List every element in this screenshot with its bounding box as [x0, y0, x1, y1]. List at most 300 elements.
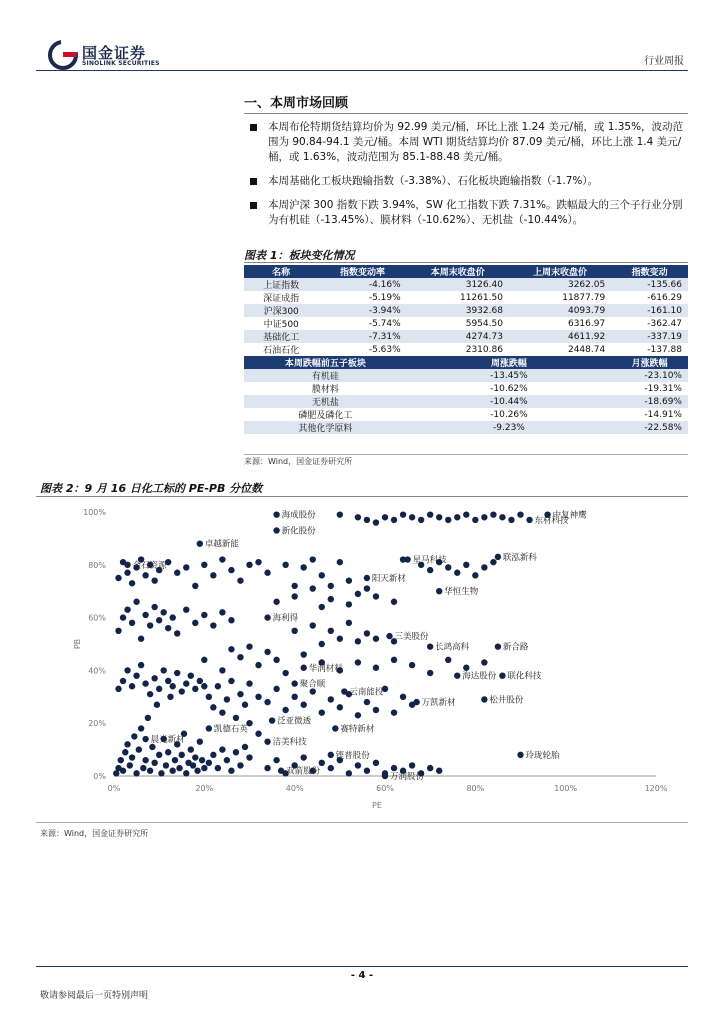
data-point	[192, 686, 198, 692]
data-label: 华润材料	[308, 663, 343, 674]
data-point	[386, 633, 392, 639]
bullet-text: 本周沪深 300 指数下跌 3.94%，SW 化工指数下跌 7.31%。跌幅最大的三个子行业分别为有机硅（-13.45%）、膜材料（-10.62%）、无机盐（-10.44%）。	[268, 199, 683, 226]
data-point	[436, 768, 442, 774]
data-point	[210, 752, 216, 758]
data-point	[124, 667, 130, 673]
data-point	[301, 702, 307, 708]
data-point	[310, 556, 316, 562]
data-point	[445, 657, 451, 663]
x-tick-label: 60%	[376, 784, 394, 793]
table-cell: 无机盐	[244, 395, 407, 408]
column-header: 指数变动	[611, 265, 688, 278]
data-point	[264, 738, 270, 744]
data-point	[201, 683, 207, 689]
data-point	[495, 554, 501, 560]
data-point	[246, 562, 252, 568]
data-point	[373, 593, 379, 599]
data-point	[219, 667, 225, 673]
data-point	[273, 511, 279, 517]
table-cell: -5.19%	[368, 292, 401, 303]
data-point	[382, 773, 388, 779]
data-point	[151, 577, 157, 583]
table-cell: -13.45%	[407, 369, 612, 382]
data-point	[517, 511, 523, 517]
data-point	[120, 678, 126, 684]
table-cell: 2448.74	[567, 344, 606, 355]
data-point	[142, 757, 148, 763]
data-point	[454, 672, 460, 678]
data-point	[156, 686, 162, 692]
table-row	[244, 278, 688, 291]
table-header-row	[244, 265, 688, 278]
data-point	[172, 757, 178, 763]
data-point	[219, 709, 225, 715]
data-point	[170, 768, 176, 774]
column-header: 名称	[244, 265, 318, 278]
data-point	[346, 601, 352, 607]
data-point	[160, 609, 166, 615]
data-point	[255, 694, 261, 700]
data-point	[310, 622, 316, 628]
chart-title: 图表 2：9 月 16 日化工标的 PE-PB 分位数	[40, 482, 263, 495]
data-point	[206, 725, 212, 731]
table-header-row	[244, 356, 688, 369]
table-cell: 4611.92	[509, 330, 611, 343]
table-cell: 6316.97	[567, 318, 606, 329]
data-point	[264, 570, 270, 576]
data-point	[346, 770, 352, 776]
data-point	[301, 651, 307, 657]
data-point	[404, 556, 410, 562]
data-point	[373, 519, 379, 525]
data-point	[337, 704, 343, 710]
data-point	[192, 754, 198, 760]
data-point	[409, 662, 415, 668]
table-cell: 11877.79	[562, 292, 606, 303]
data-point	[427, 765, 433, 771]
sinolink-logo-icon	[48, 40, 78, 70]
data-label: 长鸿高科	[435, 642, 470, 653]
data-point	[242, 744, 248, 750]
data-point	[427, 567, 433, 573]
data-point	[163, 762, 169, 768]
data-point	[140, 765, 146, 771]
data-point	[219, 609, 225, 615]
x-tick-label: 80%	[466, 784, 485, 793]
data-point	[142, 572, 148, 578]
data-point	[499, 514, 505, 520]
data-label: 万凯新材	[421, 698, 456, 709]
data-point	[391, 599, 397, 605]
table-cell: -22.58%	[611, 421, 688, 434]
column-header: 周涨跌幅	[407, 356, 612, 369]
data-point	[319, 760, 325, 766]
data-point	[332, 725, 338, 731]
data-point	[183, 606, 189, 612]
bullet-square-icon	[250, 124, 257, 131]
data-point	[201, 765, 207, 771]
data-point	[118, 757, 124, 763]
data-point	[282, 707, 288, 713]
table-row	[244, 369, 688, 382]
table-cell: 3262.05	[509, 278, 611, 291]
data-label: 金石资源	[132, 560, 167, 571]
data-point	[255, 731, 261, 737]
data-label: 新合路	[502, 642, 529, 653]
data-point	[142, 736, 148, 742]
data-point	[264, 699, 270, 705]
data-point	[364, 699, 370, 705]
section-divider	[244, 113, 688, 114]
table-cell: 其他化学原料	[244, 421, 407, 434]
data-point	[165, 678, 171, 684]
data-point	[122, 749, 128, 755]
data-point	[237, 691, 243, 697]
page-number: - 4 -	[350, 970, 374, 981]
data-point	[373, 636, 379, 642]
data-point	[131, 733, 137, 739]
data-point	[133, 599, 139, 605]
data-point	[255, 559, 261, 565]
table-cell: -19.31%	[644, 383, 682, 394]
data-point	[301, 564, 307, 570]
logo-english-text: SINOLINK SECURITIES	[82, 60, 160, 67]
data-point	[197, 540, 203, 546]
data-point	[282, 670, 288, 676]
table-title: 图表 1：板块变化情况	[244, 249, 355, 262]
data-point	[508, 517, 514, 523]
data-point	[174, 670, 180, 676]
data-point	[194, 768, 200, 774]
data-point	[215, 683, 221, 689]
data-point	[142, 680, 148, 686]
table-cell: -23.10%	[611, 369, 688, 382]
data-point	[328, 583, 334, 589]
data-point	[273, 686, 279, 692]
data-point	[355, 762, 361, 768]
x-tick-label: 40%	[285, 784, 304, 793]
data-point	[124, 562, 130, 568]
data-point	[364, 575, 370, 581]
data-point	[115, 686, 121, 692]
data-point	[328, 765, 334, 771]
data-point	[481, 564, 487, 570]
bullet-text: 本周基础化工板块跑输指数（-3.38%）、石化板块跑输指数（-1.7%）。	[268, 175, 599, 187]
data-point	[156, 617, 162, 623]
data-point	[142, 612, 148, 618]
data-label: 星马科技	[412, 555, 447, 566]
data-point	[237, 654, 243, 660]
data-point	[436, 514, 442, 520]
table-cell: 石油石化	[263, 346, 300, 356]
data-point	[174, 570, 180, 576]
data-point	[319, 641, 325, 647]
table-cell: 3126.40	[407, 278, 509, 291]
footer-divider	[36, 966, 688, 967]
data-point	[445, 517, 451, 523]
report-type: 行业周报	[644, 56, 684, 67]
data-point	[273, 757, 279, 763]
data-point	[328, 696, 334, 702]
data-point	[190, 762, 196, 768]
data-point	[147, 768, 153, 774]
data-point	[264, 649, 270, 655]
data-point	[233, 715, 239, 721]
data-point	[151, 760, 157, 766]
data-point	[188, 746, 194, 752]
bullet-item	[244, 198, 690, 228]
data-point	[273, 527, 279, 533]
data-point	[373, 760, 379, 766]
data-label: 海成股份	[281, 510, 316, 521]
data-point	[382, 514, 388, 520]
data-point	[454, 570, 460, 576]
sector-change-table	[244, 265, 688, 434]
data-point	[319, 572, 325, 578]
data-point	[337, 511, 343, 517]
data-label: 玲珑轮胎	[525, 750, 560, 761]
data-point	[228, 646, 234, 652]
data-point	[176, 765, 182, 771]
data-point	[355, 514, 361, 520]
data-point	[499, 672, 505, 678]
table-cell: 5954.50	[465, 318, 503, 329]
data-label: 泛亚微透	[277, 716, 312, 727]
data-label: 海利得	[272, 613, 299, 624]
table-cell: 磷肥及磷化工	[298, 411, 353, 421]
section-title: 一、本周市场回顾	[244, 96, 349, 111]
data-point	[427, 511, 433, 517]
data-point	[481, 514, 487, 520]
table-row	[244, 408, 688, 421]
data-point	[237, 577, 243, 583]
table-cell: -14.91%	[644, 409, 682, 420]
data-point	[233, 749, 239, 755]
table-cell: 沪深300	[244, 304, 318, 317]
column-header: 本周跌幅前五子板块	[244, 356, 407, 369]
data-point	[391, 709, 397, 715]
data-point	[273, 599, 279, 605]
data-point	[138, 636, 144, 642]
data-point	[197, 738, 203, 744]
data-point	[246, 643, 252, 649]
chart-source: 来源：Wind，国金证券研究所	[40, 829, 149, 838]
data-point	[355, 591, 361, 597]
data-point	[454, 514, 460, 520]
data-point	[165, 625, 171, 631]
data-point	[355, 638, 361, 644]
data-point	[355, 712, 361, 718]
data-label: 华恒生物	[444, 587, 479, 598]
data-point	[391, 517, 397, 523]
pe-pb-scatter-chart	[36, 500, 688, 818]
table-cell: 4274.73	[407, 330, 509, 343]
table-cell: 2310.86	[465, 344, 503, 355]
table-cell: -10.44%	[407, 395, 612, 408]
data-point	[413, 699, 419, 705]
data-label: 云南能投	[349, 687, 384, 698]
y-tick-label: 20%	[88, 719, 106, 729]
table-row	[244, 304, 688, 317]
table-cell: 3932.68	[407, 304, 509, 317]
table-cell: 上证指数	[244, 278, 318, 291]
data-label: 双箭股份	[286, 766, 321, 777]
data-point	[463, 665, 469, 671]
bullet-square-icon	[250, 202, 257, 209]
table-row	[244, 395, 688, 408]
data-point	[269, 717, 275, 723]
data-point	[124, 741, 130, 747]
data-label: 联化科技	[507, 671, 542, 682]
table-cell: 膜材料	[311, 385, 339, 395]
y-tick-label: 60%	[88, 613, 106, 623]
logo-text: 国金证券	[82, 44, 147, 62]
data-point	[228, 768, 234, 774]
x-tick-label: 100%	[554, 784, 578, 793]
bullet-item	[244, 120, 690, 165]
data-point	[291, 628, 297, 634]
data-point	[337, 636, 343, 642]
data-point	[409, 514, 415, 520]
data-label: 晨光新材	[150, 735, 185, 746]
data-point	[242, 702, 248, 708]
data-point	[179, 752, 185, 758]
table-cell: -161.10	[611, 304, 688, 317]
data-point	[282, 562, 288, 568]
data-point	[183, 770, 189, 776]
data-point	[310, 585, 316, 591]
data-label: 聚合顺	[299, 679, 326, 690]
data-point	[215, 765, 221, 771]
data-point	[201, 657, 207, 663]
data-point	[156, 752, 162, 758]
data-point	[129, 620, 135, 626]
data-label: 海达股份	[462, 671, 497, 682]
table-cell: -5.74%	[368, 318, 401, 329]
data-point	[364, 585, 370, 591]
data-point	[400, 511, 406, 517]
bullet-text: 本周布伦特期货结算均价为 92.99 美元/桶，环比上涨 1.24 美元/桶，或 1.35%，波动范围为 90.84-94.1 美元/桶。本周 WTI 期货结算均价 87.09 美元/桶，环比上涨 1.4 美元/桶，或 1.63%，波动范围为 85.1-88.48 美元/桶。	[268, 121, 684, 163]
data-point	[490, 559, 496, 565]
table-cell: -7.31%	[318, 330, 406, 343]
data-point	[210, 622, 216, 628]
data-point	[192, 583, 198, 589]
table-cell: -362.47	[647, 318, 682, 329]
data-point	[138, 725, 144, 731]
table-row	[244, 317, 688, 330]
data-point	[151, 604, 157, 610]
data-label: 阳天新材	[371, 574, 406, 584]
column-header: 指数变动率	[318, 265, 406, 278]
data-point	[373, 665, 379, 671]
data-point	[127, 762, 133, 768]
data-point	[183, 564, 189, 570]
data-point	[158, 770, 164, 776]
data-point	[206, 760, 212, 766]
data-point	[136, 746, 142, 752]
table-row	[244, 382, 688, 395]
data-point	[436, 588, 442, 594]
table-cell: 有机硅	[244, 369, 407, 382]
data-point	[124, 606, 130, 612]
data-point	[174, 630, 180, 636]
bullet-item	[244, 174, 690, 189]
table-cell: -135.66	[611, 278, 688, 291]
table-cell: 4093.79	[509, 304, 611, 317]
data-point	[472, 517, 478, 523]
data-point	[120, 614, 126, 620]
data-point	[255, 662, 261, 668]
data-label: 联泓新科	[502, 552, 537, 563]
data-label: 中复神鹰	[552, 510, 587, 521]
data-point	[219, 746, 225, 752]
data-point	[291, 694, 297, 700]
data-point	[291, 593, 297, 599]
data-point	[526, 517, 532, 523]
data-point	[124, 570, 130, 576]
x-axis-label: PE	[372, 801, 382, 810]
data-point	[129, 754, 135, 760]
data-point	[228, 567, 234, 573]
data-point	[301, 754, 307, 760]
data-point	[517, 752, 523, 758]
data-point	[278, 768, 284, 774]
data-point	[133, 770, 139, 776]
table-cell: -10.62%	[490, 383, 528, 394]
x-tick-label: 0%	[107, 784, 121, 793]
data-point	[120, 768, 126, 774]
data-point	[273, 657, 279, 663]
table-source: 来源：Wind，国金证券研究所	[244, 457, 353, 466]
data-point	[228, 678, 234, 684]
data-point	[328, 596, 334, 602]
data-point	[409, 762, 415, 768]
data-point	[264, 765, 270, 771]
x-tick-label: 120%	[644, 784, 668, 793]
data-point	[165, 749, 171, 755]
chart-title-divider	[36, 496, 688, 497]
table-cell: -4.16%	[318, 278, 406, 291]
data-point	[206, 694, 212, 700]
data-point	[210, 572, 216, 578]
data-point	[129, 683, 135, 689]
data-point	[364, 630, 370, 636]
data-point	[364, 768, 370, 774]
table-row	[244, 421, 688, 434]
data-point	[319, 604, 325, 610]
column-header: 月涨跌幅	[611, 356, 688, 369]
table-cell: 中证500	[263, 320, 299, 330]
data-label: 洁美科技	[272, 737, 307, 748]
data-point	[418, 517, 424, 523]
data-point	[170, 683, 176, 689]
data-point	[490, 511, 496, 517]
data-point	[246, 680, 252, 686]
table-row	[244, 291, 688, 304]
table-cell: -18.69%	[611, 395, 688, 408]
data-point	[228, 617, 234, 623]
data-point	[170, 614, 176, 620]
table-title-divider	[244, 262, 688, 263]
table-cell: -10.26%	[490, 409, 528, 420]
data-point	[346, 577, 352, 583]
data-label: 万润股份	[390, 772, 425, 782]
table-cell: -616.29	[647, 292, 682, 303]
table-cell: -9.23%	[407, 421, 612, 434]
data-point	[319, 709, 325, 715]
table-source-divider	[244, 454, 688, 455]
data-point	[472, 572, 478, 578]
